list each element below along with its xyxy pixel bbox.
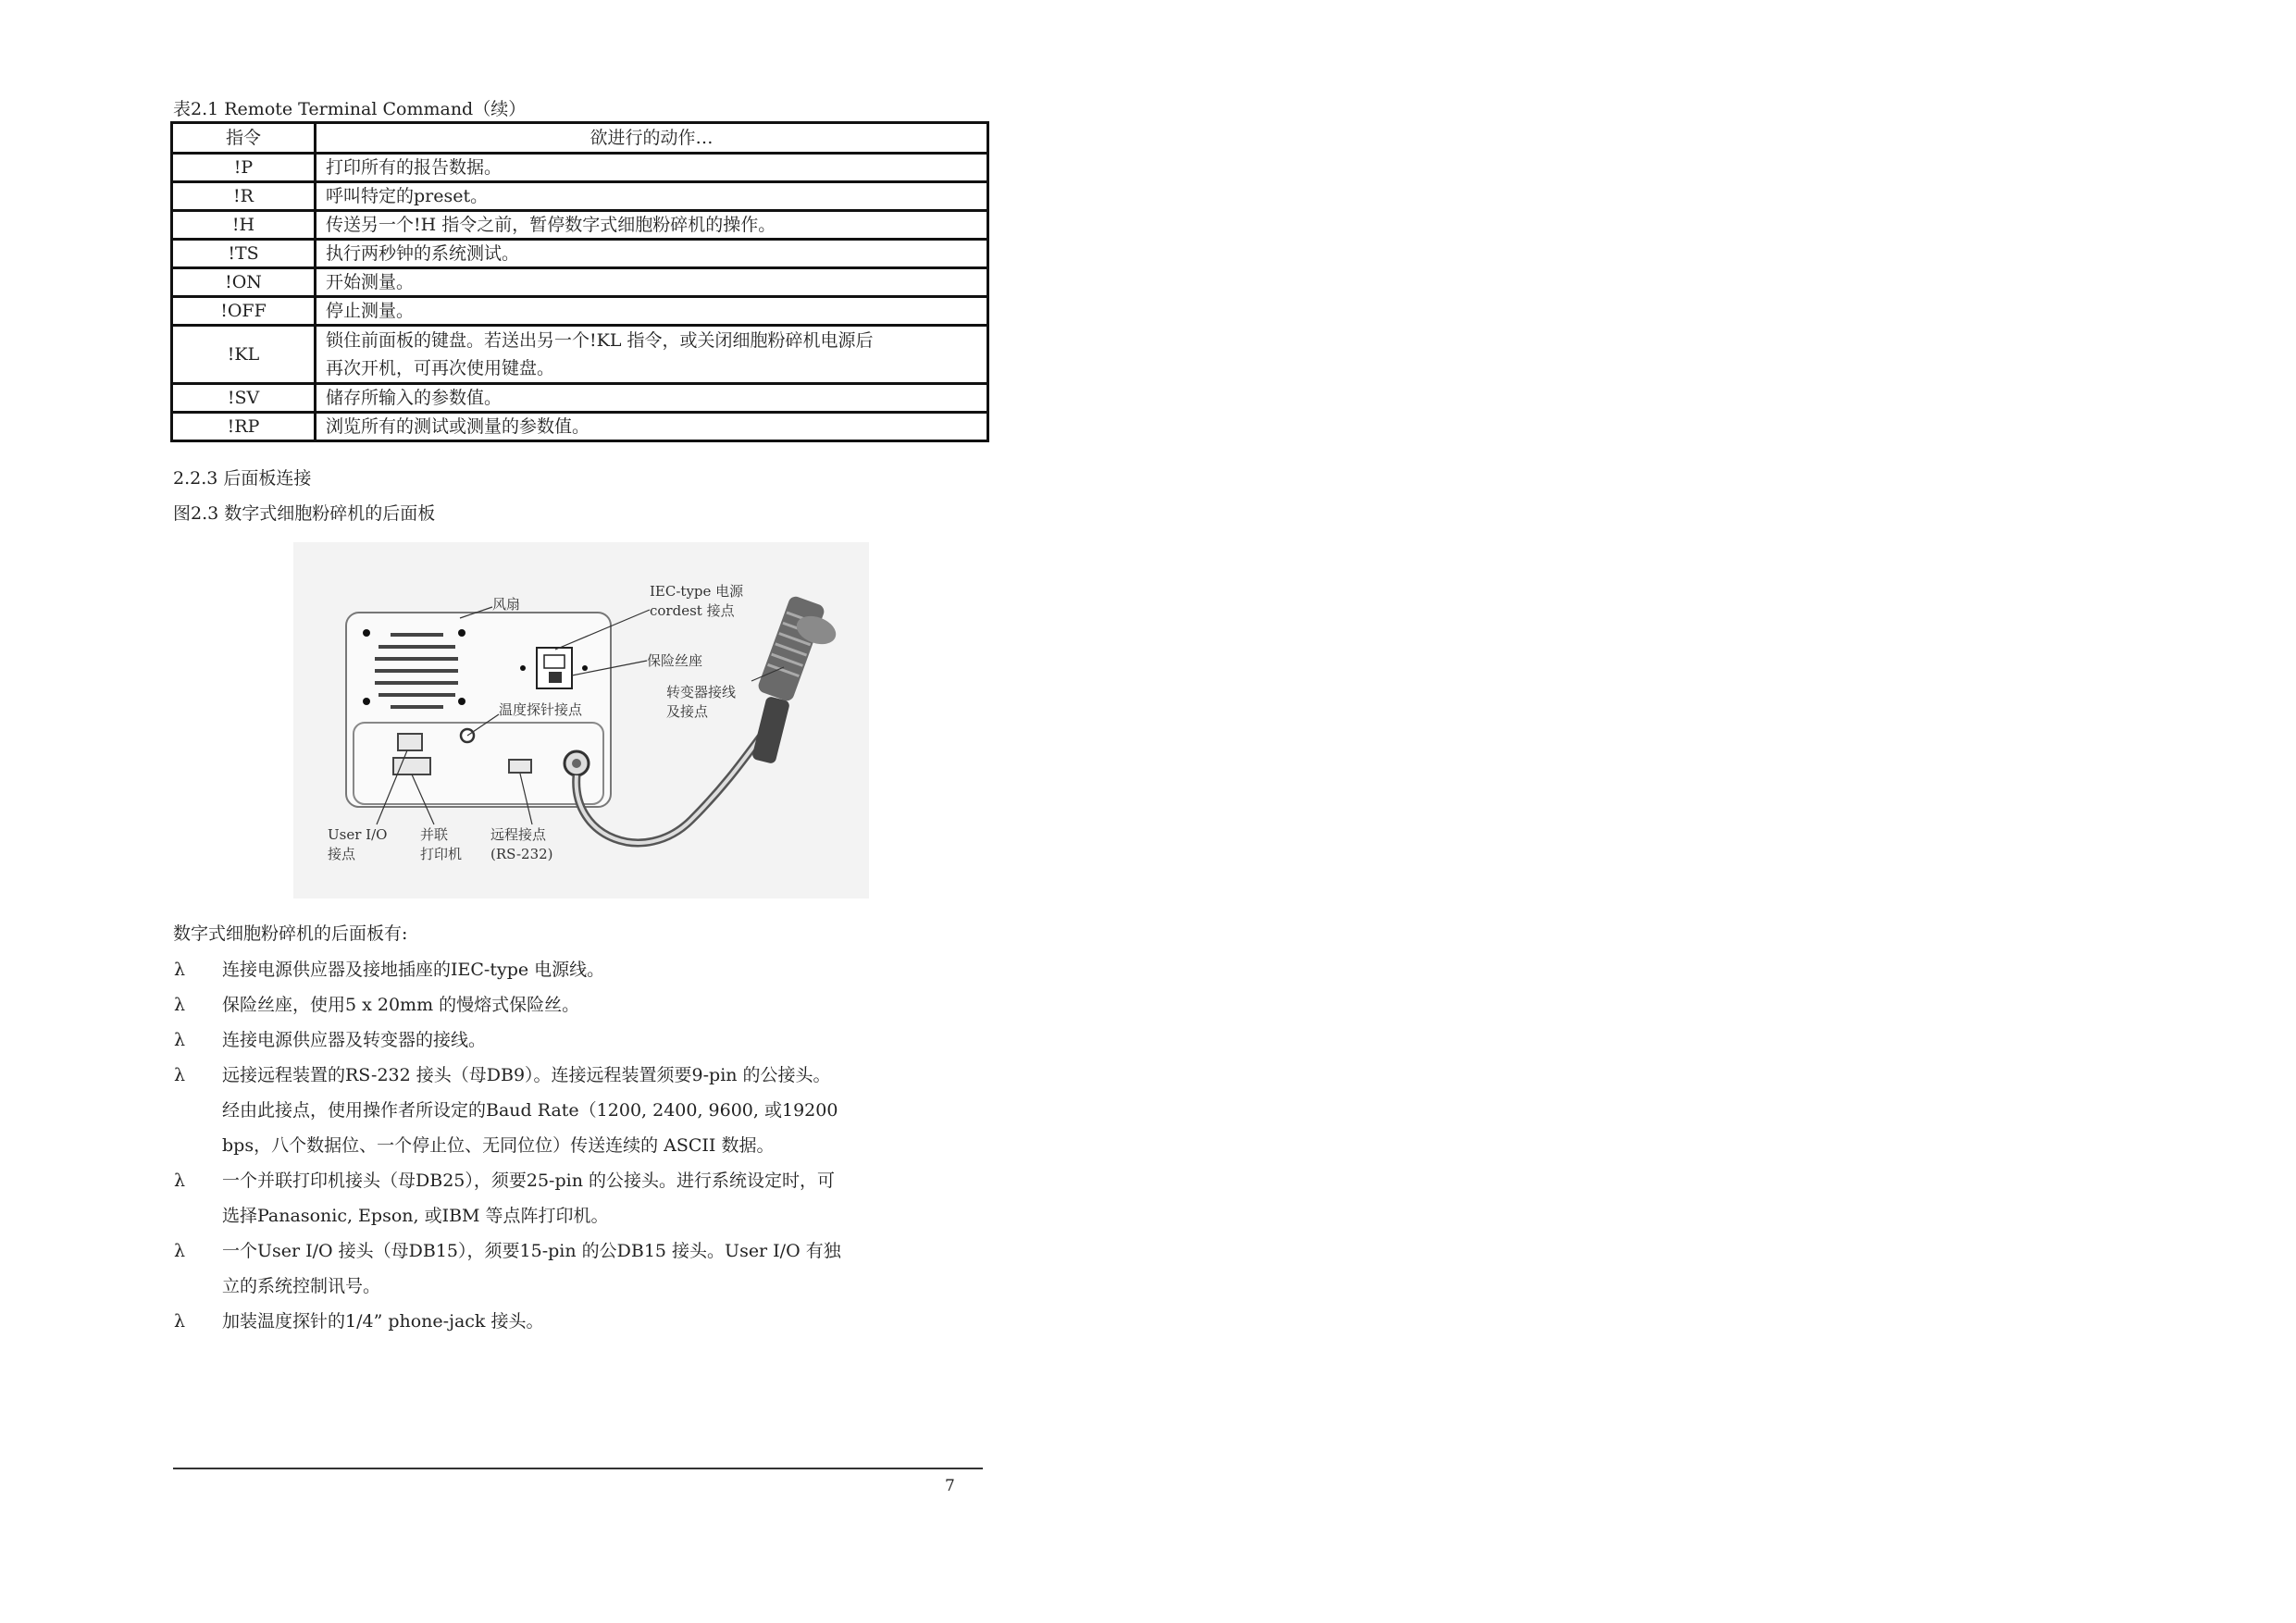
- command-cell: !RP: [172, 413, 316, 441]
- label-iec-1: IEC-type 电源: [650, 583, 744, 600]
- bullet-mark: λ: [174, 960, 186, 980]
- command-cell: !OFF: [172, 297, 316, 326]
- page-number: 7: [945, 1477, 955, 1495]
- list-item-line: 远接远程装置的RS-232 接头（母DB9）。连接远程装置须要9-pin 的公接头。: [222, 1065, 831, 1085]
- rear-panel-drawing: [293, 542, 869, 898]
- rs232-port-icon: [509, 760, 531, 773]
- bullet-mark: λ: [174, 1171, 186, 1191]
- label-user-io-1: User I/O: [328, 826, 388, 843]
- list-item-line: 一个User I/O 接头（母DB15），须要15-pin 的公DB15 接头。User I/O 有独: [222, 1241, 841, 1261]
- label-parallel-2: 打印机: [420, 846, 463, 862]
- command-cell: !P: [172, 154, 316, 182]
- command-cell: !TS: [172, 240, 316, 268]
- command-cell: !ON: [172, 268, 316, 297]
- action-cell: 呼叫特定的preset。: [316, 182, 988, 211]
- list-item-line: 经由此接点，使用操作者所设定的Baud Rate（1200, 2400, 9600, 或19200: [222, 1100, 838, 1121]
- table-row: [172, 182, 988, 211]
- table-row: [172, 268, 988, 297]
- bullet-mark: λ: [174, 1311, 186, 1332]
- command-cell: !KL: [172, 326, 316, 384]
- table-row: [172, 384, 988, 413]
- footer-rule: [173, 1468, 983, 1469]
- action-cell: 执行两秒钟的系统测试。: [316, 240, 988, 268]
- command-cell: !SV: [172, 384, 316, 413]
- label-iec-2: cordest 接点: [650, 602, 735, 619]
- table-row: [172, 154, 988, 182]
- label-fuse: 保险丝座: [647, 652, 703, 669]
- label-remote-1: 远程接点: [490, 826, 547, 843]
- table-row: [172, 326, 988, 384]
- list-item-line: 保险丝座，使用5 x 20mm 的慢熔式保险丝。: [222, 995, 580, 1015]
- intro-text: 数字式细胞粉碎机的后面板有:: [173, 923, 408, 944]
- section-heading: 2.2.3 后面板连接: [173, 468, 312, 489]
- label-fan: 风扇: [492, 596, 521, 613]
- table-caption: 表2.1 Remote Terminal Command（续）: [173, 99, 527, 119]
- table-row: [172, 413, 988, 441]
- bullet-mark: λ: [174, 995, 186, 1015]
- bullet-mark: λ: [174, 1241, 186, 1261]
- list-item-line: 立的系统控制讯号。: [222, 1276, 381, 1296]
- rear-panel-figure: [293, 542, 869, 898]
- table-header-row: [172, 123, 988, 154]
- list-item-line: bps，八个数据位、一个停止位、无同位位）传送连续的 ASCII 数据。: [222, 1135, 775, 1156]
- label-remote-2: (RS-232): [490, 846, 553, 862]
- command-table: [170, 121, 989, 442]
- label-converter-1: 转变器接线: [666, 684, 737, 700]
- action-line: 再次开机，可再次使用键盘。: [326, 358, 555, 378]
- list-item-line: 连接电源供应器及接地插座的IEC-type 电源线。: [222, 960, 605, 980]
- table-row: [172, 297, 988, 326]
- user-io-port-icon: [398, 734, 422, 750]
- command-cell: !R: [172, 182, 316, 211]
- action-cell: 开始测量。: [316, 268, 988, 297]
- label-converter-2: 及接点: [666, 703, 709, 720]
- label-temp-probe: 温度探针接点: [499, 701, 583, 718]
- header-command: 指令: [172, 123, 316, 154]
- command-cell: !H: [172, 211, 316, 240]
- action-cell: 浏览所有的测试或测量的参数值。: [316, 413, 988, 441]
- action-cell: 传送另一个!H 指令之前，暂停数字式细胞粉碎机的操作。: [316, 211, 988, 240]
- list-item-line: 选择Panasonic, Epson, 或IBM 等点阵打印机。: [222, 1206, 609, 1226]
- list-item-line: 连接电源供应器及转变器的接线。: [222, 1030, 487, 1050]
- action-line: 锁住前面板的键盘。若送出另一个!KL 指令，或关闭细胞粉碎机电源后: [326, 330, 874, 351]
- label-user-io-2: 接点: [328, 846, 356, 862]
- action-cell: [316, 326, 988, 384]
- bullet-mark: λ: [174, 1065, 186, 1085]
- fan-grille-icon: [375, 635, 458, 707]
- action-cell: 储存所输入的参数值。: [316, 384, 988, 413]
- action-cell: 停止测量。: [316, 297, 988, 326]
- table-row: [172, 240, 988, 268]
- converter-plug-icon: [751, 696, 790, 764]
- table-row: [172, 211, 988, 240]
- header-action: 欲进行的动作…: [316, 123, 988, 154]
- figure-caption: 图2.3 数字式细胞粉碎机的后面板: [173, 503, 436, 524]
- list-item-line: 一个并联打印机接头（母DB25），须要25-pin 的公接头。进行系统设定时，可: [222, 1171, 835, 1191]
- bullet-mark: λ: [174, 1030, 186, 1050]
- action-cell: 打印所有的报告数据。: [316, 154, 988, 182]
- list-item-line: 加装温度探针的1/4” phone-jack 接头。: [222, 1311, 544, 1332]
- label-parallel-1: 并联: [420, 826, 449, 843]
